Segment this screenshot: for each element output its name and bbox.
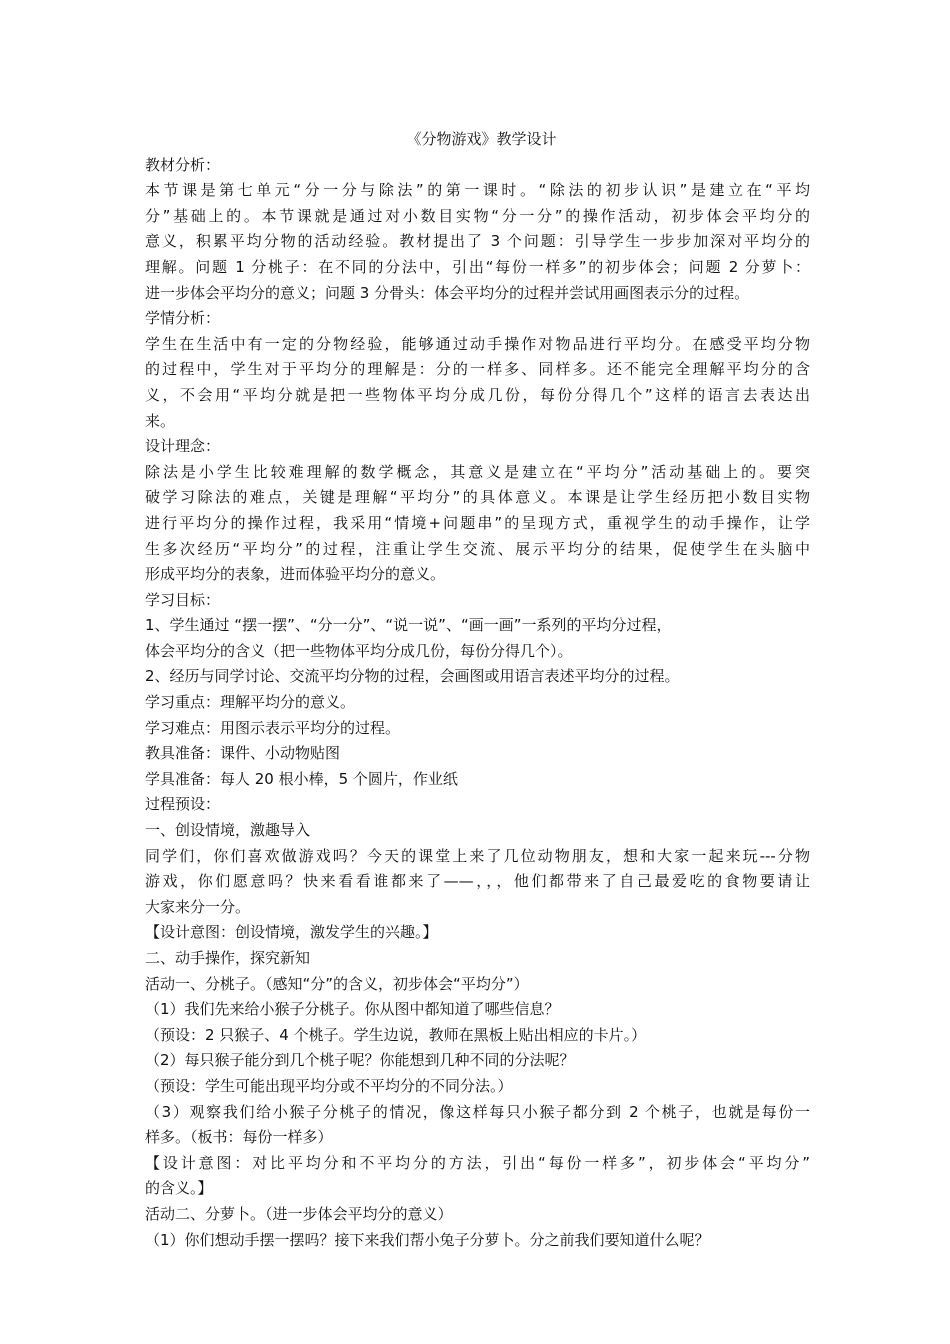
text-line: 一、创设情境，激趣导入 bbox=[145, 821, 311, 840]
text-line: 同学们，你们喜欢做游戏吗？今天的课堂上来了几位动物朋友，想和大家一起来玩---分物 bbox=[145, 846, 810, 865]
text-line: 学习目标： bbox=[145, 590, 221, 609]
text-line: 体会平均分的含义（把一些物体平均分成几份，每份分得几个）。 bbox=[145, 641, 573, 660]
text-line: （2）每只猴子能分到几个桃子呢？你能想到几种不同的分法呢？ bbox=[145, 1051, 575, 1070]
text-line: 大家来分一分。 bbox=[145, 897, 251, 916]
text-line: 教具准备：课件、小动物贴图 bbox=[145, 744, 341, 763]
text-line: 进行平均分的操作过程，我采用“情境+问题串”的呈现方式，重视学生的动手操作，让学 bbox=[145, 513, 810, 532]
text-line: 的过程中，学生对于平均分的理解是：分的一样多、同样多。还不能完全理解平均分的含 bbox=[145, 360, 810, 379]
text-line: 二、动手操作，探究新知 bbox=[145, 949, 311, 967]
text-line: 学习重点：理解平均分的意义。 bbox=[145, 693, 356, 712]
text-line: 2、经历与同学讨论、交流平均分物的过程，会画图或用语言表述平均分的过程。 bbox=[145, 667, 680, 686]
text-line: 分”基础上的。本节课就是通过对小数目实物“分一分”的操作活动，初步体会平均分的 bbox=[145, 206, 810, 225]
text-line: 学情分析： bbox=[145, 309, 221, 328]
text-line: 教材分析： bbox=[145, 155, 221, 174]
text-line: 1、学生通过 “摆一摆”、“分一分”、“说一说”、“画一画”一系列的平均分过程， bbox=[145, 616, 672, 635]
document-body bbox=[145, 153, 810, 1254]
text-line: 游戏，你们愿意吗？快来看看谁都来了——，，，他们都带来了自己最爱吃的食物要请让 bbox=[145, 872, 810, 891]
text-line: 形成平均分的表象，进而体验平均分的意义。 bbox=[145, 565, 446, 584]
text-line: （3）观察我们给小猴子分桃子的情况，像这样每只小猴子都分到 2 个桃子，也就是每份一 bbox=[145, 1102, 810, 1121]
text-line: 破学习除法的难点，关键是理解“平均分”的具体意义。本课是让学生经历把小数目实物 bbox=[145, 488, 810, 507]
text-line: 【设计意图：对比平均分和不平均分的方法，引出“每份一样多”，初步体会“平均分” bbox=[145, 1153, 810, 1172]
text-line: 意义，积累平均分物的活动经验。教材提出了 3 个问题：引导学生一步步加深对平均分的 bbox=[145, 232, 810, 251]
text-line: 的含义。】 bbox=[145, 1179, 213, 1198]
text-line: 活动二、分萝卜。（进一步体会平均分的意义） bbox=[145, 1204, 453, 1223]
text-line: 【设计意图：创设情境，激发学生的兴趣。】 bbox=[145, 923, 438, 942]
text-line: 本节课是第七单元“分一分与除法”的第一课时。“除法的初步认识”是建立在“平均 bbox=[145, 181, 810, 200]
text-line: （1）我们先来给小猴子分桃子。你从图中都知道了哪些信息？ bbox=[145, 1000, 560, 1019]
text-line: 学生在生活中有一定的分物经验，能够通过动手操作对物品进行平均分。在感受平均分物 bbox=[145, 334, 810, 353]
text-line: 学习难点：用图示表示平均分的过程。 bbox=[145, 718, 401, 737]
text-line: 样多。（板书：每份一样多） bbox=[145, 1128, 333, 1147]
text-line: 设计理念： bbox=[145, 437, 221, 456]
text-line: （预设：学生可能出现平均分或不平均分的不同分法。） bbox=[145, 1076, 513, 1095]
text-line: 来。 bbox=[145, 411, 176, 430]
text-line: 学具准备：每人 20 根小棒，5 个圆片，作业纸 bbox=[145, 769, 458, 788]
text-line: 活动一、分桃子。（感知“分”的含义，初步体会“平均分”） bbox=[145, 974, 529, 993]
text-line: 除法是小学生比较难理解的数学概念，其意义是建立在“平均分”活动基础上的。要突 bbox=[145, 462, 810, 481]
document-title: 《分物游戏》教学设计 bbox=[406, 130, 557, 148]
text-line: 理解。问题 1 分桃子：在不同的分法中，引出“每份一样多”的初步体会；问题 2 分萝卜： bbox=[145, 257, 810, 276]
text-line: 进一步体会平均分的意义；问题 3 分骨头：体会平均分的过程并尝试用画图表示分的过程。 bbox=[145, 283, 750, 302]
text-line: （1）你们想动手摆一摆吗？接下来我们帮小兔子分萝卜。分之前我们要知道什么呢？ bbox=[145, 1230, 710, 1249]
text-line: 生多次经历“平均分”的过程，注重让学生交流、展示平均分的结果，促使学生在头脑中 bbox=[145, 539, 810, 558]
text-line: 义，不会用“平均分就是把一些物体平均分成几份，每份分得几个”这样的语言去表达出 bbox=[145, 385, 810, 404]
text-line: 过程预设： bbox=[145, 795, 221, 814]
document-page bbox=[145, 127, 810, 1253]
text-line: （预设：2 只猴子、4 个桃子。学生边说，教师在黑板上贴出相应的卡片。） bbox=[145, 1025, 647, 1044]
